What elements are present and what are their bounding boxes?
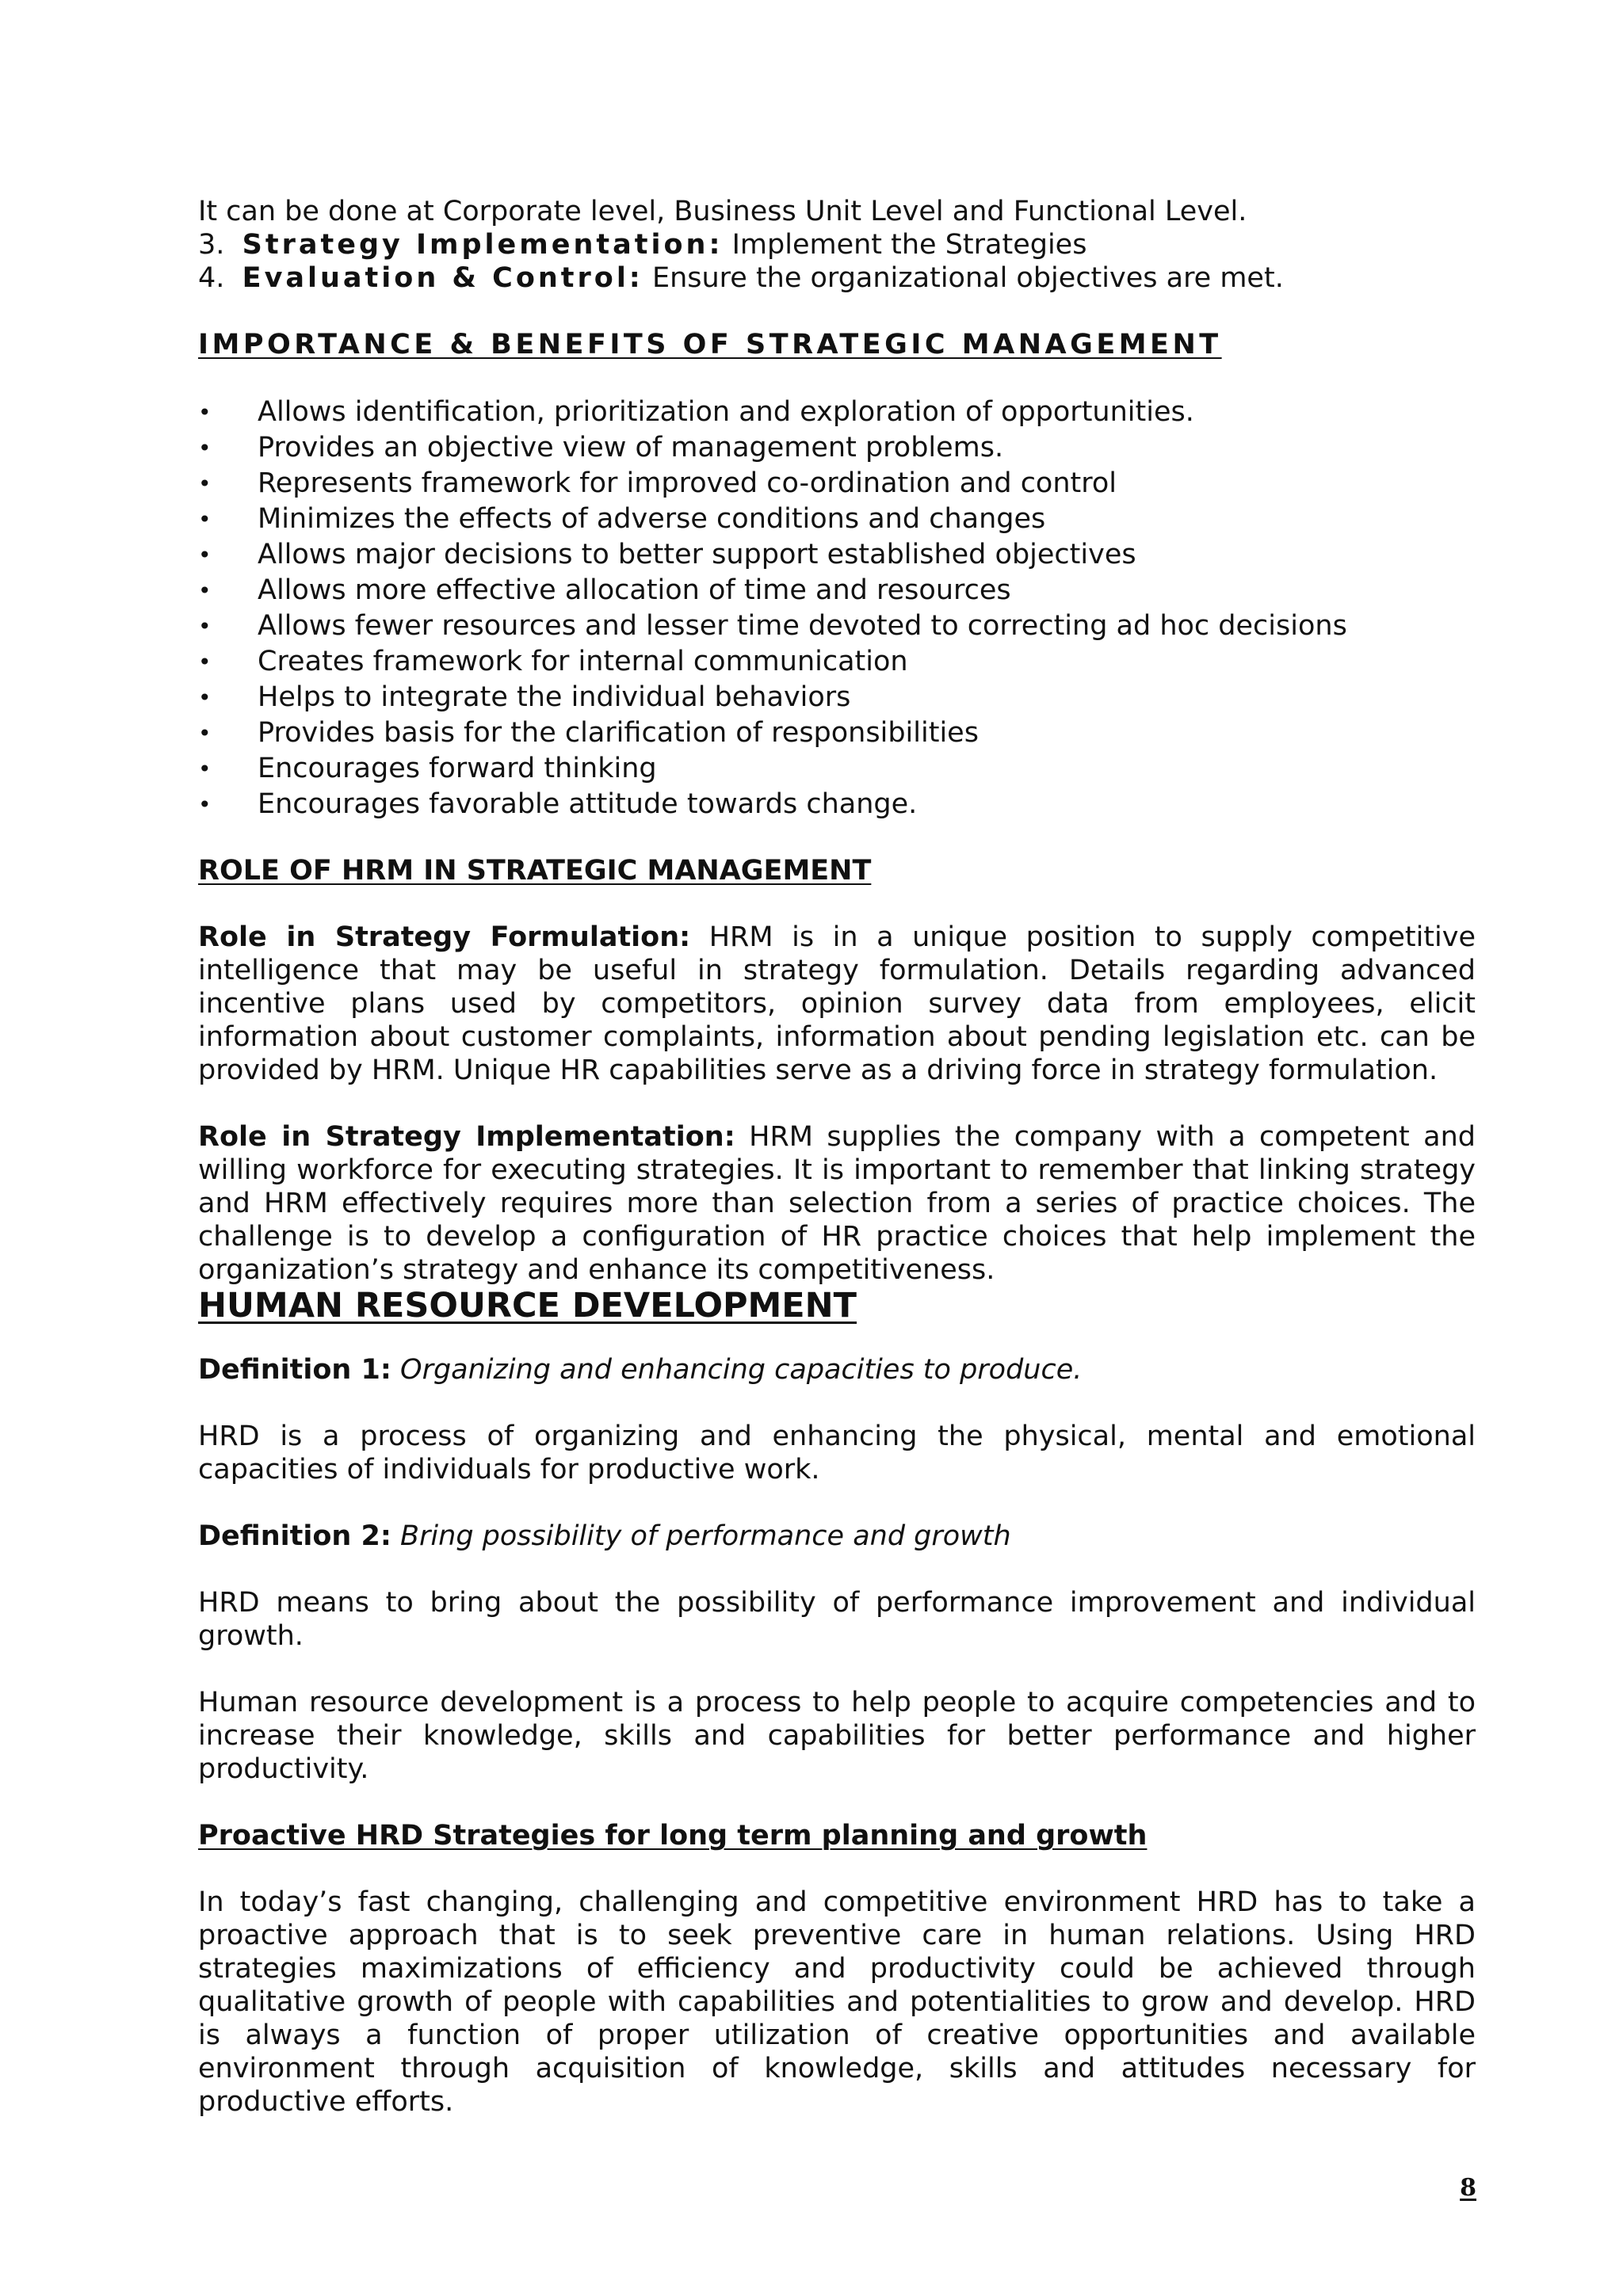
bullet-icon: • xyxy=(198,578,212,604)
definition-2 xyxy=(198,1520,1476,1553)
bullet-icon: • xyxy=(198,613,212,639)
role-formulation-text: HRM is in a unique position to supply competitive intelligence that may be useful in strategy formulation. Details regarding advanced incentive plans used by competitors, opinion survey data from employees, elicit information about customer complaints, information about pending legislation etc. can be provided by HRM. Unique HR capabilities serve as a driving force in strategy formulation. xyxy=(198,921,1476,1086)
step-number: 3. xyxy=(198,229,225,261)
bullet-icon: • xyxy=(198,649,212,675)
list-item: • Provides an objective view of management problems. xyxy=(198,430,1476,466)
bullet-icon: • xyxy=(198,399,212,425)
hrd-heading: HUMAN RESOURCE DEVELOPMENT xyxy=(198,1286,857,1325)
list-item: • Creates framework for internal communication xyxy=(198,644,1476,680)
bullet-icon: • xyxy=(198,791,212,818)
list-item: • Allows fewer resources and lesser time devoted to correcting ad hoc decisions xyxy=(198,608,1476,644)
list-item: • Represents framework for improved co-ordination and control xyxy=(198,466,1476,502)
role-implementation-paragraph xyxy=(198,1120,1476,1287)
definition-1-paragraph: HRD is a process of organizing and enhancing the physical, mental and emotional capacities of individuals for productive work. xyxy=(198,1421,1476,1486)
step-label: Evaluation & Control: xyxy=(242,262,643,294)
step-number: 4. xyxy=(198,262,225,294)
bullet-icon: • xyxy=(198,471,212,497)
step-evaluation-control xyxy=(198,261,1476,295)
step-label: Strategy Implementation: xyxy=(242,229,724,261)
proactive-hrd-heading: Proactive HRD Strategies for long term planning and growth xyxy=(198,1820,1148,1852)
list-item: • Encourages favorable attitude towards change. xyxy=(198,787,1476,822)
bullet-icon: • xyxy=(198,506,212,532)
list-item: • Allows major decisions to better support established objectives xyxy=(198,537,1476,573)
importance-list xyxy=(198,395,1476,822)
bullet-icon: • xyxy=(198,720,212,746)
step-text: Ensure the organizational objectives are met. xyxy=(651,262,1284,294)
list-item: • Encourages forward thinking xyxy=(198,751,1476,787)
definition-2-text: Bring possibility of performance and growth xyxy=(400,1520,1011,1552)
definition-2-paragraph: HRD means to bring about the possibility of performance improvement and individual growth. xyxy=(198,1587,1476,1652)
definition-2-label: Definition 2: xyxy=(198,1520,391,1552)
hrm-role-heading: ROLE OF HRM IN STRATEGIC MANAGEMENT xyxy=(198,855,872,887)
definition-1-label: Definition 1: xyxy=(198,1354,391,1386)
bullet-icon: • xyxy=(198,542,212,568)
page-number: 8 xyxy=(1460,2174,1476,2202)
importance-heading: IMPORTANCE & BENEFITS OF STRATEGIC MANAGEMENT xyxy=(198,329,1222,360)
list-item: • Helps to integrate the individual behaviors xyxy=(198,680,1476,715)
bullet-icon: • xyxy=(198,756,212,782)
list-item: • Provides basis for the clarification of responsibilities xyxy=(198,715,1476,751)
list-item: • Allows identification, prioritization and exploration of opportunities. xyxy=(198,395,1476,430)
role-implementation-text: HRM supplies the company with a competent and willing workforce for executing strategies. It is important to remember that linking strategy and HRM effectively requires more than selection from a series of practice choices. The challenge is to develop a configuration of HR practice choices that help implement the organization’s strategy and enhance its competitiveness. xyxy=(198,1121,1476,1286)
list-item: • Minimizes the effects of adverse conditions and changes xyxy=(198,502,1476,537)
bullet-icon: • xyxy=(198,685,212,711)
list-item: • Allows more effective allocation of time and resources xyxy=(198,573,1476,608)
role-formulation-paragraph xyxy=(198,921,1476,1087)
step-text: Implement the Strategies xyxy=(731,229,1087,261)
proactive-hrd-paragraph: In today’s fast changing, challenging and competitive environment HRD has to take a proactive approach that is to seek preventive care in human relations. Using HRD strategies maximizations of efficiency and productivity could be achieved through qualitative growth of people with capabilities and potentialities to grow and develop. HRD is always a function of proper utilization of creative opportunities and available environment through acquisition of knowledge, skills and attitudes necessary for productive efforts. xyxy=(198,1886,1476,2118)
document-page xyxy=(198,195,1476,2119)
definition-1 xyxy=(198,1353,1476,1386)
definition-1-text: Organizing and enhancing capacities to produce. xyxy=(400,1354,1083,1386)
bullet-icon: • xyxy=(198,435,212,461)
role-implementation-label: Role in Strategy Implementation: xyxy=(198,1121,735,1153)
intro-line: It can be done at Corporate level, Business Unit Level and Functional Level. xyxy=(198,196,1247,227)
hrd-process-paragraph: Human resource development is a process to help people to acquire competencies and to increase their knowledge, skills and capabilities for better performance and higher productivity. xyxy=(198,1687,1476,1785)
role-formulation-label: Role in Strategy Formulation: xyxy=(198,921,691,953)
step-strategy-implementation xyxy=(198,228,1476,261)
